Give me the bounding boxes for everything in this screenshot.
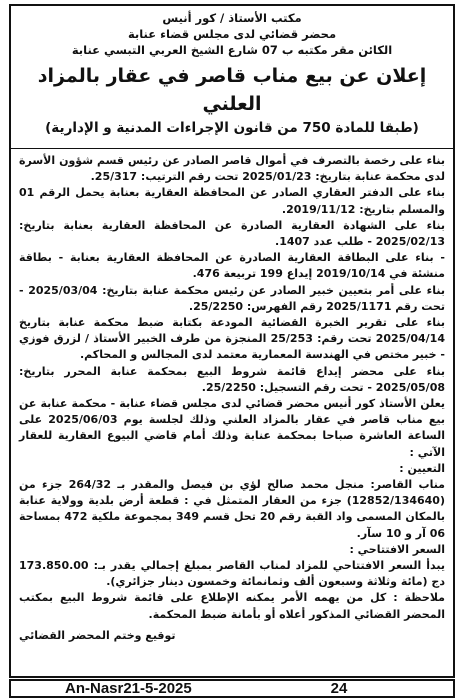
opening-price-label: السعر الافتتاحي : [349,542,445,556]
paragraph-auction-announcement: يعلن الأستاذ كور أنيس محضر قضائي لدى مجلس قضاء عنابة - محكمة عنابة عن بيع مناب قاصر في عقار بالمزاد العلني وذلك لجلسة يوم 2025/06/03 على الساعة العاشرة صباحا بمحكمة عنابة وذلك أمام قاضي البيوع العقارية للعقار الآتي : [19,397,446,459]
office-role: محضر قضائي لدى مجلس قضاء عنابة [127,27,337,41]
notice-title: إعلان عن بيع مناب قاصر في عقار بالمزاد العلني [37,65,427,115]
paragraph-expert-report: بناء على تقرير الخبرة القضائية المودعة بكتابة ضبط محكمة عنابة بتاريخ 2025/04/14 تحت رقم: 25/253 المنجزة من طرف الخبير الأستاذ / لزرق فوزي - خبير مختص في الهندسة المعمارية معتمد لدى المجالس و المحاكم. [19,316,445,362]
paragraph-property-designation: مناب القاصر: منجل محمد صالح لؤي بن فيصل والمقدر بـ 264/32 جزء من (12852/134640) جزء من العقار المتمثل في : قطعة أرض بلدية وولاية عنابة بالمكان المسمى واد القبة رقم 20 تحل قسم 349 بمجموعة ملكية 472 بمساحة 06 آر و 10 سآر. [19,478,446,540]
paragraph-opening-price: يبدأ السعر الافتتاحي للمزاد لمناب القاصر بمبلغ إجمالي يقدر بـ: 173.850.00 دج (مائة وثلاثة وسبعون ألف وثمانمائة وخمسون دينار جزائري). [19,559,445,589]
legal-notice [9,4,455,678]
paragraph-note: ملاحظة : كل من يهمه الأمر يمكنه الإطلاع على قائمة شروط البيع بمكتب المحضر القضائي المذكور أعلاه أو بأمانة ضبط المحكمة. [19,591,445,621]
office-name: مكتب الأستاذ / كور أنيس [162,11,302,25]
signature-line: توقيع وختم المحضر القضائي [19,628,176,642]
paragraph-land-register: بناء على الدفتر العقاري الصادر عن المحافظة العقارية بعنابة يحمل الرقم 01 والمسلم بتاريخ: 2019/11/12. [19,186,445,216]
publication-date: An-Nasr21-5-2025 [65,680,192,697]
paragraph-land-card: - بناء على البطاقة العقارية الصادرة عن المحافظة العقارية بعنابة - بطاقة منشئة في 2019/10/14 إيداع 199 تربيعة 476. [19,251,445,281]
notice-subtitle: (طبقا للمادة 750 من قانون الإجراءات المدنية و الإدارية) [45,120,419,136]
paragraph-expert-order: بناء على أمر بتعيين خبير الصادر عن رئيس محكمة عنابة بتاريخ: 2025/03/04 - تحت رقم 2025/1171 رقم الفهرس: 25/2250. [19,283,445,313]
paragraph-custody-authorization: بناء على رخصة بالتصرف في أموال قاصر الصادر عن رئيس قسم شؤون الأسرة لدى محكمة عنابة بتاريخ: 2025/01/23 تحت رقم الترتيب: 25/317. [19,154,445,184]
office-address: الكائن مقر مكتبه ب 07 شارع الشيخ العربي التبسي عنابة [71,43,393,57]
notice-body [19,153,445,642]
page-number: 24 [330,680,348,697]
designation-label: التعيين : [399,461,445,475]
paragraph-land-certificate: بناء على الشهادة العقارية الصادرة عن المحافظة العقارية بعنابة بتاريخ: 2025/02/13 - طلب عدد 1407. [19,218,445,249]
paragraph-conditions-deposit: بناء على محضر إيداع قائمة شروط البيع بمحكمة عنابة المحرر بتاريخ: 2025/05/08 - تحت رقم التسجيل: 25/2250. [19,364,445,394]
divider [11,148,453,149]
page-footer [9,679,455,698]
